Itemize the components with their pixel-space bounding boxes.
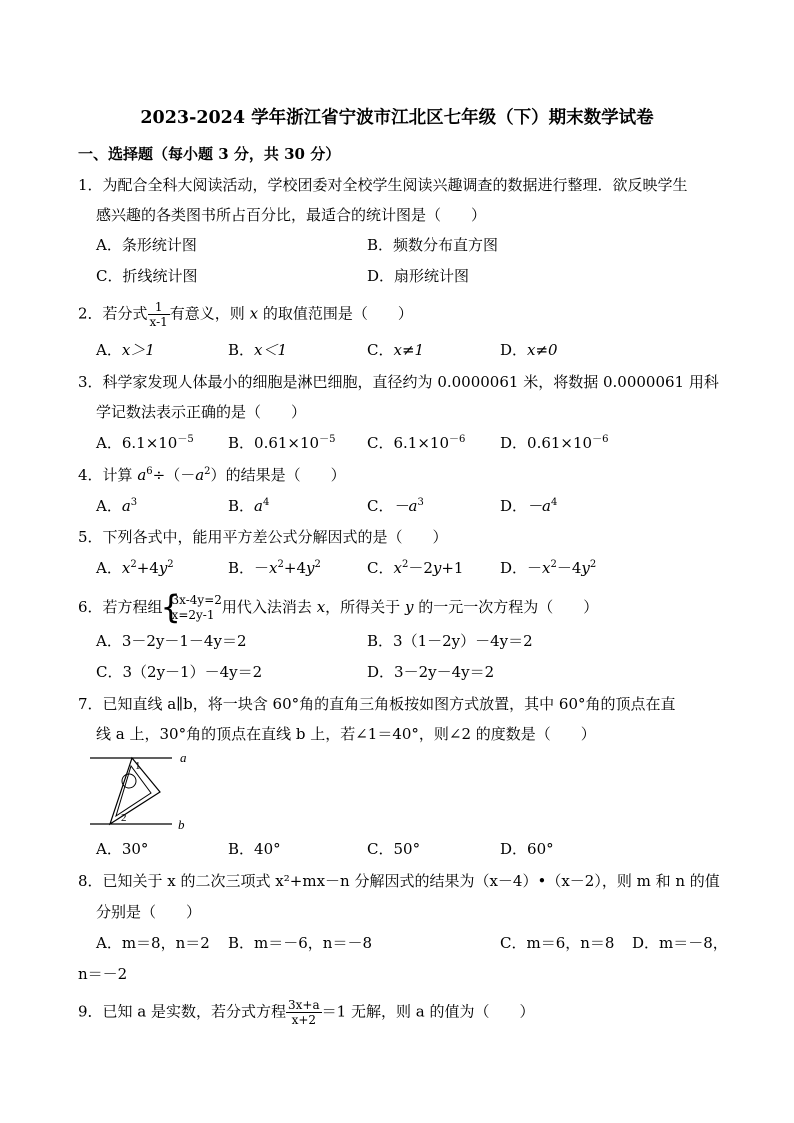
equation-system: { 3x-4y=2 x=2y-1 (160, 588, 222, 626)
triangle-figure (88, 750, 198, 834)
angle-2-label: 2 (121, 812, 127, 824)
label-b: b (178, 817, 185, 832)
fraction-denominator: x-1 (149, 315, 168, 329)
question-3-line-2: 学记数法表示正确的是（ ） (96, 403, 307, 421)
question-6-option-b: B．3（1－2y）－4y＝2 (367, 632, 533, 650)
question-3-line-1: 3．科学家发现人体最小的细胞是淋巴细胞，直径约为 0.0000061 米，将数据 0.0000061 用科 (78, 373, 719, 391)
question-1-line-2: 感兴趣的各类图书所占百分比，最适合的统计图是（ ） (96, 206, 487, 224)
question-1-line-1: 1．为配合全科大阅读活动，学校团委对全校学生阅读兴趣调查的数据进行整理．欲反映学生 (78, 176, 688, 194)
question-8-option-d-continued: n＝－2 (78, 965, 128, 983)
question-4-option-b: B．$a^4$ (228, 497, 270, 515)
question-2-text-pre: 2．若分式 (78, 304, 148, 323)
question-5-option-d: D．$-x^2-4y^2$ (500, 559, 597, 577)
question-5-option-a: A．$x^2+4y^2$ (96, 559, 174, 577)
question-4-stem: 4．计算 $a^6\div(-a^2)$的结果是（ ） (78, 466, 346, 484)
question-6-option-d: D．3－2y－4y＝2 (367, 663, 495, 681)
question-6-option-c: C．3（2y－1）－4y＝2 (96, 663, 263, 681)
label-a: a (180, 750, 187, 765)
question-8-option-a: A．m＝8，n＝2 (96, 934, 210, 952)
question-7-option-b: B．40° (228, 840, 281, 858)
question-7-option-d: D．60° (500, 840, 554, 858)
question-8-line-2: 分别是（ ） (96, 903, 202, 921)
brace-icon: { (160, 588, 181, 626)
question-4-option-d: D．$-a^4$ (500, 497, 558, 515)
question-6-stem: 6．若方程组 { 3x-4y=2 x=2y-1 用代入法消去 x，所得关于 y 的一元一次方程为（ ） (78, 588, 599, 626)
angle-1-label: 1 (135, 760, 141, 772)
question-3-option-d: D．$0.61\times 10^{-6}$ (500, 434, 609, 452)
question-2-option-d: D．x≠0 (500, 341, 558, 359)
question-1-option-a: A．条形统计图 (96, 236, 197, 254)
question-2-stem (78, 300, 413, 329)
question-7-option-c: C．50° (367, 840, 421, 858)
question-4-option-a: A．$a^3$ (96, 497, 138, 515)
question-2-option-a: A．x＞1 (96, 341, 155, 359)
question-3-option-b: B．$0.61\times 10^{-5}$ (228, 434, 336, 452)
question-7-option-a: A．30° (96, 840, 149, 858)
question-2-option-c: C．x≠1 (367, 341, 425, 359)
question-1-option-b: B．频数分布直方图 (367, 236, 499, 254)
question-2-text-mid: 有意义，则 (169, 304, 250, 323)
question-6-option-a: A．3－2y－1－4y＝2 (96, 632, 247, 650)
fraction-numerator: 1 (148, 300, 170, 315)
question-1-option-c: C．折线统计图 (96, 267, 198, 285)
question-3-option-a: A．$6.1\times 10^{-5}$ (96, 434, 194, 452)
question-7-line-1: 7．已知直线 a∥b，将一块含 60°角的直角三角板按如图方式放置，其中 60°角的顶点在直 (78, 695, 676, 713)
question-8-line-1: 8．已知关于 x 的二次三项式 x²+mx－n 分解因式的结果为（x－4）•（x－2），则 m 和 n 的值 (78, 872, 720, 890)
question-7-line-2: 线 a 上，30°角的顶点在直线 b 上，若∠1＝40°，则∠2 的度数是（ ） (96, 725, 596, 743)
question-3-option-c: C．$6.1\times 10^{-6}$ (367, 434, 466, 452)
question-9-stem: 9．已知 a 是实数，若分式方程 $\frac{3x+a}{x+2}$ ＝1 无解，则 a 的值为（ ） (78, 998, 535, 1027)
question-2-option-b: B．x＜1 (228, 341, 288, 359)
question-8-option-d: D．m＝－8， (632, 934, 728, 952)
question-2-fraction (148, 300, 170, 329)
question-2-text-post: 的取值范围是（ ） (258, 304, 413, 323)
question-5-option-b: B．$-x^2+4y^2$ (228, 559, 321, 577)
question-5-stem: 5．下列各式中，能用平方差公式分解因式的是（ ） (78, 528, 448, 546)
question-9-fraction: $\frac{3x+a}{x+2}$ (288, 998, 320, 1027)
question-5-option-c: C．$x^2-2y+1$ (367, 559, 464, 577)
page-title: 2023-2024 学年浙江省宁波市江北区七年级（下）期末数学试卷 (140, 108, 654, 128)
question-8-option-c: C．m＝6，n＝8 (500, 934, 615, 952)
question-4-option-c: C．$-a^3$ (367, 497, 424, 515)
question-1-option-d: D．扇形统计图 (367, 267, 470, 285)
question-8-option-b: B．m＝－6，n＝－8 (228, 934, 372, 952)
variable-x: x (249, 304, 259, 323)
section-heading: 一、选择题（每小题 3 分，共 30 分） (78, 145, 341, 163)
